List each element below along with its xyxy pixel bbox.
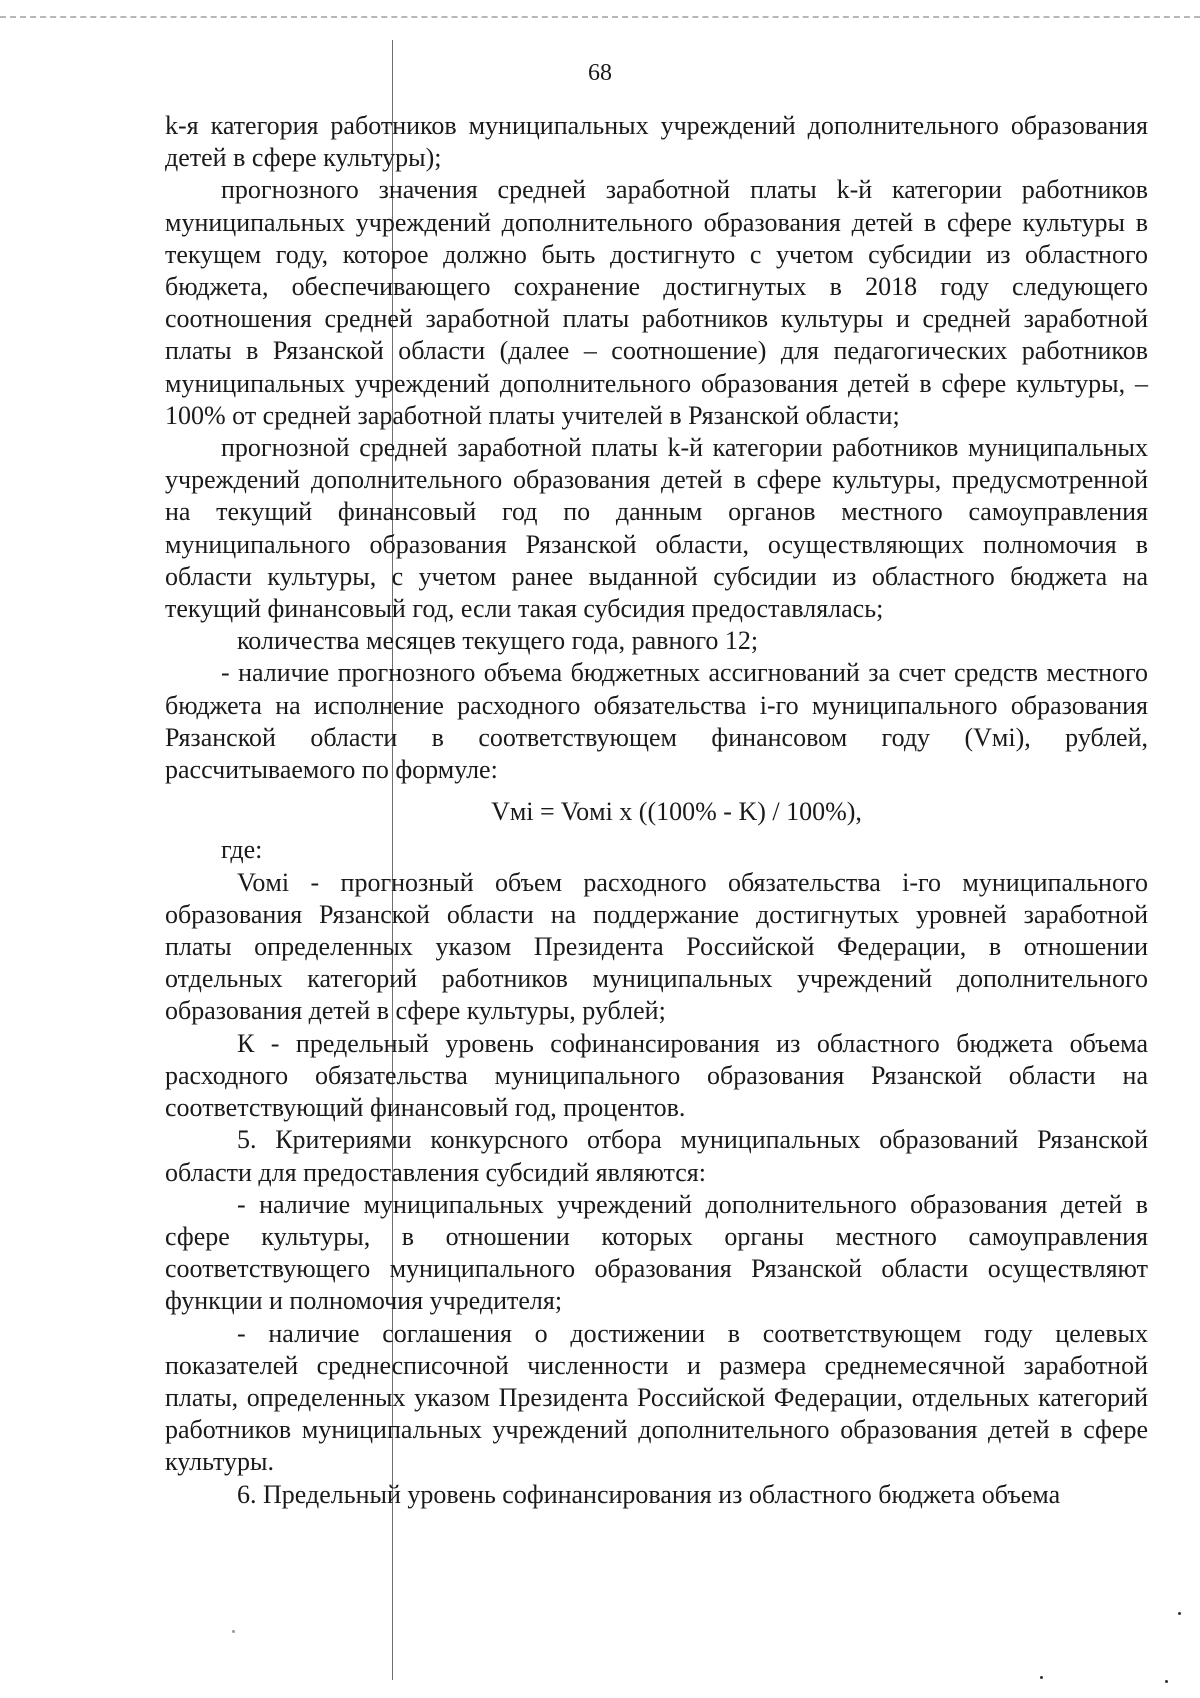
paragraph-section-5: 5. Критериями конкурсного отбора муниципальных образований Рязанской области для предоставления субсидий являются: [165, 1125, 1148, 1187]
scan-top-edge [0, 16, 1200, 18]
scan-speck [1165, 1680, 1168, 1683]
formula: Vмi = Voмi x ((100% - K) / 100%), [491, 797, 862, 827]
paragraph-forecast-salary: прогнозной средней заработной платы k-й категории работников муниципальных учреждений дополнительного образования детей в сфере культуры, предусмотренной на текущий финансовый год по данным органов местного самоуправления муниципального образования Рязанской области, осуществляющих полномочия в области культуры, с учетом ранее выданной субсидии из областного бюджета на текущий финансовый год, если такая субсидия предоставлялась; [165, 433, 1148, 624]
scan-speck [1040, 1676, 1043, 1679]
document-body [165, 110, 1148, 1511]
paragraph-forecast-value: прогнозного значения средней заработной платы k-й категории работников муниципальных учреждений дополнительного образования детей в сфере культуры в текущем году, которое должно быть достигнуто с учетом субсидии из областного бюджета, обеспечивающего сохранение достигнутых в 2018 году следующего соотношения средней заработной платы работников культуры и средней заработной платы в Рязанской области (далее – соотношение) для педагогических работников муниципальных учреждений дополнительного образования детей в сфере культуры, – 100% от средней заработной платы учителей в Рязанской области; [165, 175, 1148, 430]
paragraph-k-definition: К - предельный уровень софинансирования из областного бюджета объема расходного обязательства муниципального образования Рязанской области на соответствующий финансовый год, процентов. [165, 1028, 1148, 1123]
paragraph-criterion-institutions: - наличие муниципальных учреждений дополнительного образования детей в сфере культуры, в отношении которых органы местного самоуправления соответствующего муниципального образования Рязанской области осуществляют функции и полномочия учредителя; [165, 1189, 1148, 1316]
paragraph-criterion-agreement: - наличие соглашения о достижении в соответствующем году целевых показателей среднесписочной численности и размера среднемесячной заработной платы, определенных указом Президента Российской Федерации, отдельных категорий работников муниципальных учреждений дополнительного образования детей в сфере культуры. [165, 1318, 1148, 1477]
page-number: 68 [588, 60, 612, 86]
scan-speck [232, 1630, 235, 1633]
paragraph-budget-allocation: - наличие прогнозного объема бюджетных ассигнований за счет средств местного бюджета на исполнение расходного обязательства i-го муниципального образования Рязанской области в соответствующем финансовом году (Vмi), рублей, рассчитываемого по формуле: [165, 658, 1148, 785]
scan-speck [1178, 1612, 1181, 1615]
paragraph-vomi-definition: Voмi - прогнозный объем расходного обязательства i-го муниципального образования Рязанской области на поддержание достигнутых уровней заработной платы определенных указом Президента Российской Федерации, в отношении отдельных категорий работников муниципальных учреждений дополнительного образования детей в сфере культуры, рублей; [165, 867, 1148, 1026]
paragraph-months: количества месяцев текущего года, равного 12; [237, 626, 759, 656]
paragraph-continuation: k-я категория работников муниципальных учреждений дополнительного образования детей в сфере культуры); [165, 111, 1148, 173]
paragraph-where: где: [221, 835, 263, 865]
paragraph-section-6: 6. Предельный уровень софинансирования из областного бюджета объема [237, 1479, 1061, 1509]
